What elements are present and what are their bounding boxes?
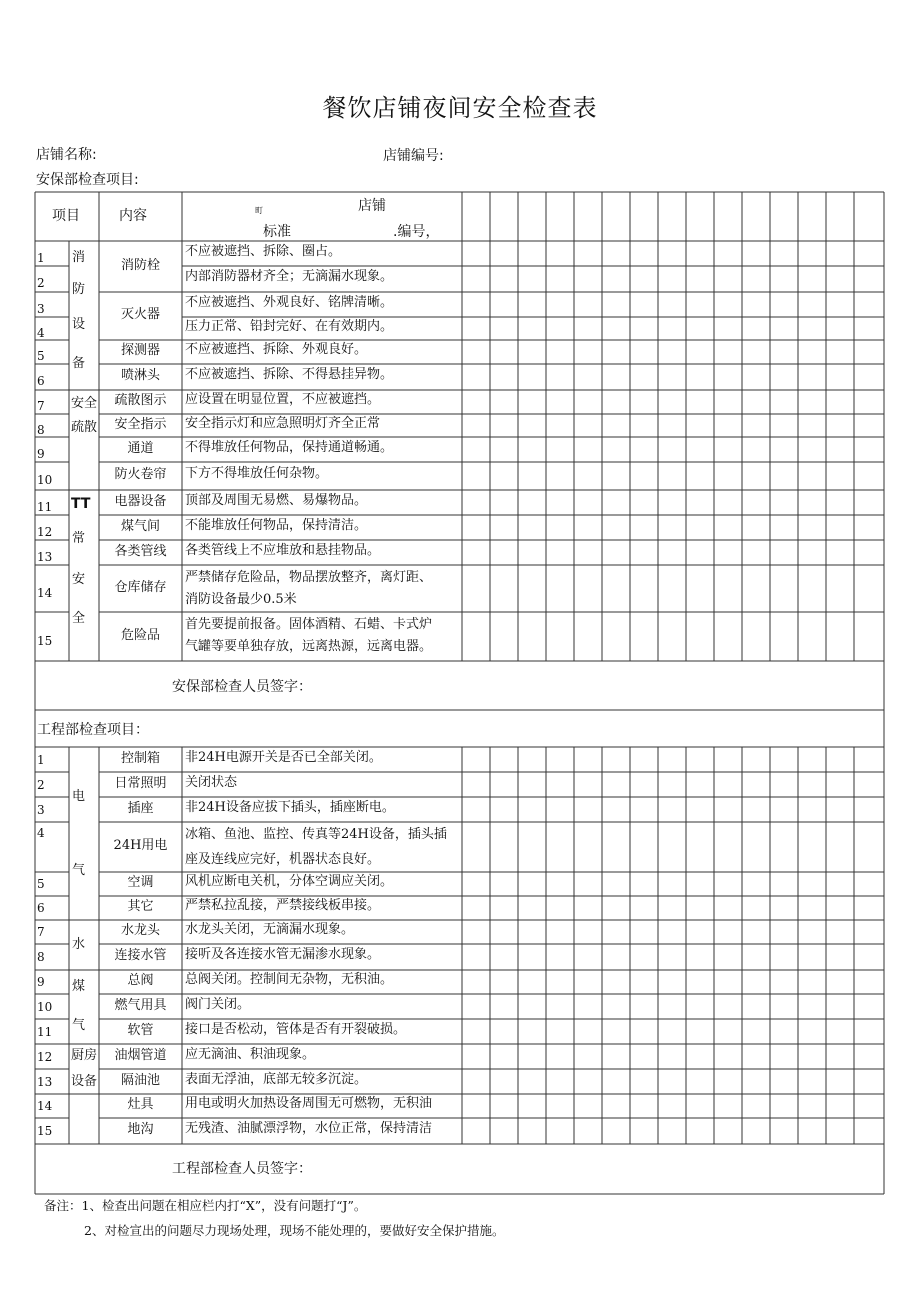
- row-item: 日常照明: [114, 775, 167, 791]
- row-item: 仓库储存: [114, 579, 167, 595]
- row-standard: 下方不得堆放任何杂物。: [185, 466, 329, 481]
- row-item: 灶具: [127, 1097, 154, 1112]
- row-number: 12: [37, 1049, 53, 1064]
- header-content: 内容: [119, 208, 147, 224]
- group-daily-char: TT: [71, 496, 91, 512]
- row-number: 9: [37, 975, 45, 989]
- group-daily-char: 常: [72, 531, 86, 546]
- row-number: 11: [37, 499, 53, 514]
- row-item: 插座: [127, 800, 154, 816]
- row-standard: 关闭状态: [185, 774, 238, 790]
- row-number: 5: [37, 349, 45, 363]
- row-number: 2: [37, 276, 45, 290]
- row-number: 2: [37, 777, 45, 792]
- row-number: 1: [37, 250, 45, 265]
- row-number: 14: [37, 1099, 53, 1113]
- row-standard: 接听及各连接水管无漏渗水现象。: [185, 947, 381, 962]
- row-standard: 严禁私拉乱接，严禁接线板串接。: [185, 898, 381, 913]
- store-name-label: 店铺名称:: [36, 147, 97, 163]
- page-title: 餐饮店铺夜间安全检查表: [322, 94, 598, 122]
- group-fire-char: 消: [72, 250, 86, 265]
- group-water-label: 水: [72, 937, 86, 952]
- row-standard: 无残渣、油腻漂浮物，水位正常，保持清洁: [185, 1121, 433, 1136]
- row-number: 14: [37, 585, 53, 600]
- row-number: 11: [37, 1024, 53, 1039]
- row-item: 其它: [127, 899, 154, 914]
- row-item: 消防栓: [120, 257, 160, 273]
- group-fire-char: 设: [72, 317, 86, 332]
- row-item: 隔油池: [120, 1072, 160, 1088]
- row-standard-cont: 气罐等要单独存放，远离热源，远离电器。: [185, 639, 433, 654]
- row-number: 5: [37, 877, 45, 891]
- row-standard: 用电或明火加热设备周围无可燃物，无积油: [185, 1096, 433, 1111]
- header-mark: 町: [255, 206, 263, 215]
- row-item: 控制箱: [120, 750, 160, 766]
- group-fire-char: 备: [72, 356, 86, 371]
- row-standard: 首先要提前报备。固体酒精、石蜡、卡式炉: [185, 617, 433, 632]
- row-item: 水龙头: [120, 923, 160, 938]
- row-number: 1: [37, 752, 45, 767]
- row-standard: 不得堆放任何物品，保持通道畅通。: [185, 439, 394, 455]
- group-electric-char: 气: [72, 863, 86, 878]
- row-item: 24H用电: [113, 838, 168, 853]
- row-number: 7: [37, 925, 45, 939]
- row-number: 10: [37, 473, 53, 487]
- group-gas-char: 气: [72, 1018, 86, 1033]
- row-number: 10: [37, 999, 53, 1014]
- row-number: 9: [37, 446, 45, 461]
- row-standard: 不能堆放任何物品，保持清洁。: [185, 517, 368, 533]
- group-kitchen-label: 厨房: [71, 1048, 98, 1063]
- row-standard: 接口是否松动，管体是否有开裂破损。: [185, 1021, 407, 1037]
- row-item: 危险品: [120, 627, 160, 643]
- row-standard: 顶部及周围无易燃、易爆物品。: [185, 492, 368, 508]
- row-item: 各类管线: [114, 543, 167, 559]
- row-item: 煤气间: [120, 518, 160, 534]
- row-standard: 严禁储存危险品，物品摆放整齐，离灯距、: [185, 570, 433, 585]
- row-number: 3: [37, 301, 45, 316]
- row-item: 灭火器: [120, 307, 160, 322]
- row-standard: 水龙头关闭，无滴漏水现象。: [185, 922, 355, 937]
- row-standard: 应无滴油、积油现象。: [185, 1046, 316, 1062]
- row-number: 8: [37, 422, 45, 437]
- note-line-1: 备注：1、检查出问题在相应栏内打“X”，没有问题打“J”。: [44, 1198, 367, 1213]
- group-evacuation-label: 疏散: [71, 420, 98, 435]
- row-number: 3: [37, 802, 45, 817]
- group-daily-char: 全: [72, 611, 86, 626]
- row-number: 12: [37, 524, 53, 539]
- row-item: 安全指示: [114, 416, 167, 432]
- row-standard: 表面无浮油，底部无较多沉淀。: [185, 1071, 368, 1087]
- row-standard-cont: 消防设备最少0.5米: [185, 592, 297, 607]
- security-section-label: 安保部检查项目:: [36, 172, 139, 188]
- security-signature-label: 安保部检查人员签字：: [172, 679, 312, 695]
- row-item: 防火卷帘: [114, 467, 167, 482]
- row-number: 8: [37, 950, 45, 964]
- group-fire-char: 防: [72, 282, 86, 297]
- row-standard: 应设置在明显位置，不应被遮挡。: [185, 392, 381, 407]
- row-number: 13: [37, 1074, 53, 1089]
- row-item: 电器设备: [114, 493, 167, 509]
- row-number: 15: [37, 1124, 53, 1138]
- row-standard: 不应被遮挡、外观良好、铭牌清晰。: [185, 294, 394, 310]
- row-item: 软管: [127, 1022, 154, 1038]
- row-item: 通道: [127, 440, 154, 456]
- note-line-2: 2、对检宣出的问题尽力现场处理，现场不能处理的，要做好安全保护措施。: [84, 1223, 505, 1238]
- header-store: 店铺: [358, 198, 386, 214]
- row-standard: 阀门关闭。: [185, 996, 251, 1012]
- row-standard: 冰箱、鱼池、监控、传真等24H设备，插头插: [185, 827, 447, 842]
- row-standard: 压力正常、铅封完好、在有效期内。: [185, 318, 394, 334]
- row-standard: 不应被遮挡、拆除、圈占。: [185, 243, 342, 259]
- row-number: 13: [37, 549, 53, 564]
- row-number: 15: [37, 633, 53, 648]
- row-item: 疏散图示: [114, 393, 167, 408]
- header-standard: 标准: [263, 224, 291, 240]
- header-item: 项目: [52, 208, 80, 224]
- group-gas-char: 煤: [72, 979, 86, 994]
- header-number: .编号，: [393, 224, 440, 240]
- row-standard: 风机应断电关机，分体空调应关闭。: [185, 874, 394, 889]
- row-standard: 各类管线上不应堆放和悬挂物品。: [185, 542, 381, 558]
- row-item: 地沟: [127, 1122, 154, 1137]
- row-standard: 非24H设备应拔下插头，插座断电。: [185, 799, 395, 815]
- row-item: 燃气用具: [114, 997, 167, 1013]
- row-item: 连接水管: [114, 948, 167, 963]
- row-standard: 内部消防器材齐全；无滴漏水现象。: [185, 269, 394, 284]
- group-safety-label: 安全: [71, 396, 98, 411]
- row-standard: 非24H电源开关是否已全部关闭。: [185, 749, 382, 765]
- row-standard: 安全指示灯和应急照明灯齐全正常: [185, 415, 381, 431]
- row-item: 喷淋头: [120, 368, 160, 383]
- row-item: 油烟管道: [114, 1047, 167, 1063]
- row-number: 4: [37, 826, 45, 840]
- row-number: 6: [37, 901, 45, 915]
- group-electric-char: 电: [72, 789, 86, 804]
- row-standard-cont: 座及连线应完好，机器状态良好。: [185, 852, 381, 867]
- row-standard: 总阀关闭。控制间无杂物，无积油。: [185, 972, 394, 987]
- store-number-label: 店铺编号:: [383, 148, 444, 164]
- engineering-section-label: 工程部检查项目：: [37, 722, 149, 738]
- engineering-signature-label: 工程部检查人员签字：: [172, 1161, 312, 1177]
- row-item: 空调: [127, 875, 154, 890]
- row-item: 总阀: [127, 973, 154, 988]
- row-standard: 不应被遮挡、拆除、外观良好。: [185, 342, 368, 357]
- group-equipment-label: 设备: [71, 1074, 98, 1089]
- row-item: 探测器: [120, 343, 160, 358]
- row-number: 4: [37, 325, 45, 340]
- group-daily-char: 安: [72, 572, 86, 587]
- row-number: 6: [37, 374, 45, 388]
- row-number: 7: [37, 399, 45, 413]
- row-standard: 不应被遮挡、拆除、不得悬挂异物。: [185, 367, 394, 382]
